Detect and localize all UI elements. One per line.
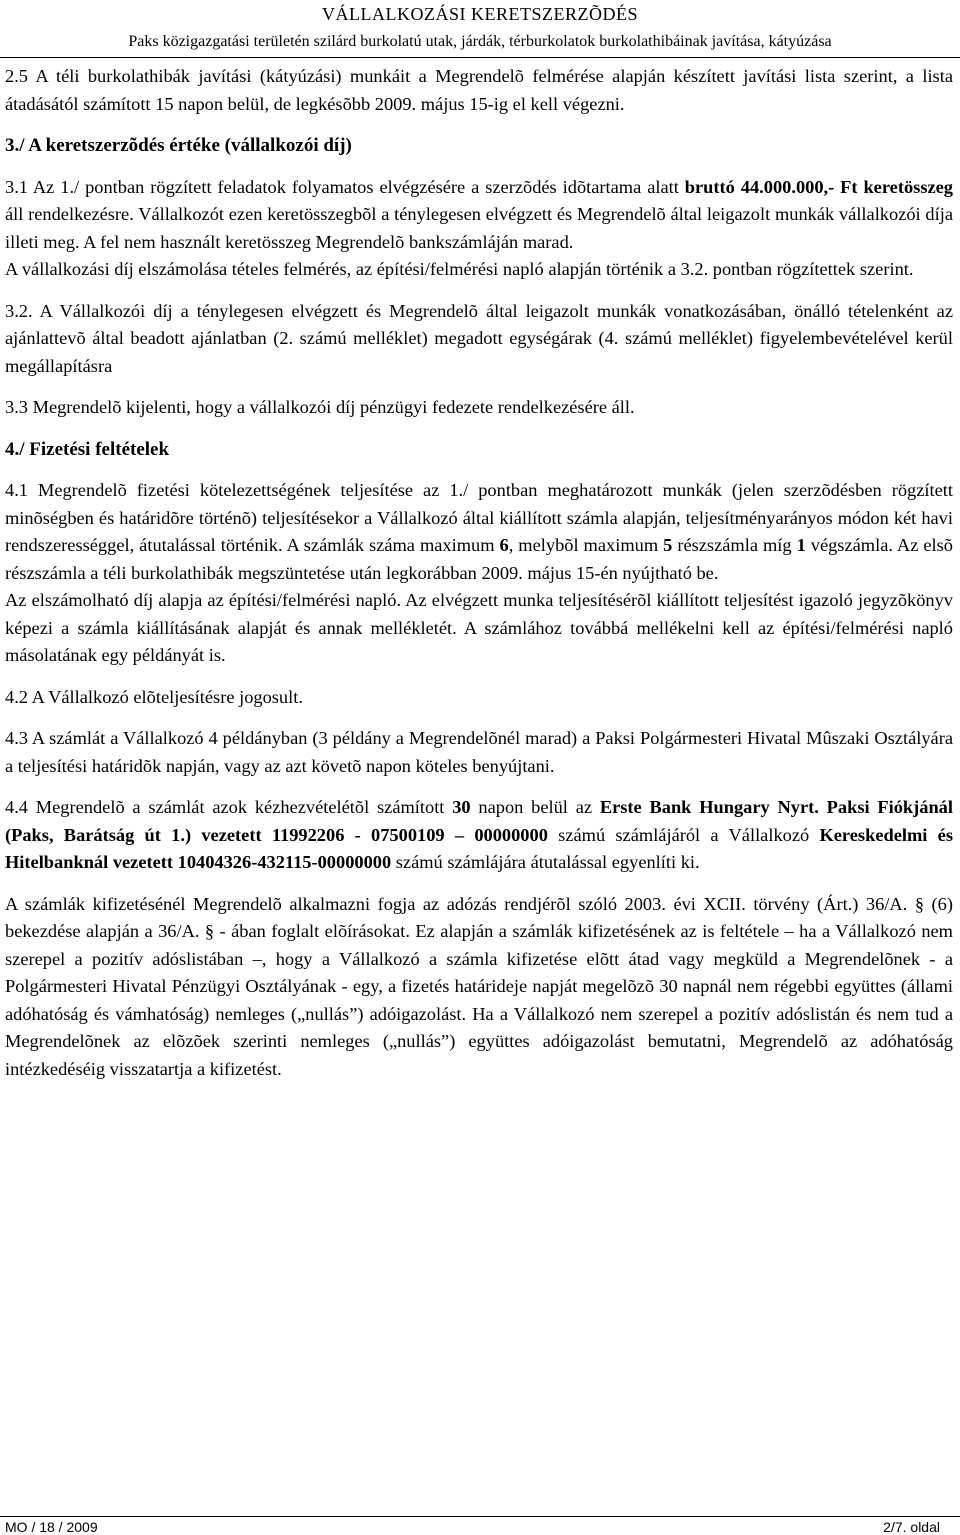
section-heading-4: 4./ Fizetési feltételek	[5, 438, 170, 460]
bank-account-2: Kereskedelmi és Hitelbanknál vezetett 10404326-432115-00000000	[5, 824, 953, 872]
paragraph-3-2: 3.2. A Vállalkozói díj a ténylegesen elvégzett és Megrendelõ által leigazolt munkák vonatkozásában, önálló tételenként az ajánlattevõ által beadott ajánlatban (2. számú melléklet) megadott egységárak (4. számú melléklet) figyelembevételével kerül megállapításra	[5, 300, 953, 376]
document-body	[5, 63, 953, 1083]
paragraph-4-1: 4.1 Megrendelõ fizetési kötelezettségének teljesítése az 1./ pontban meghatározott munkák (jelen szerzõdésben rögzített minõségben és határidõre történõ) teljesítésekor a Vállalkozó által kiállított számla alapján, teljesítményarányos módon két havi rendszerességgel, átutalással történik. A számlák száma maximum 6, melybõl maximum 5 részszámla míg 1 végszámla. Az elsõ részszámla a téli burkolathibák megszüntetése után legkorábban 2009. május 15-én nyújtható be.	[5, 480, 953, 583]
paragraph-3-1-cont: A vállalkozási díj elszámolása tételes felmérés, az építési/felmérési napló alapján történik a 3.2. pontban rögzítettek szerint.	[5, 259, 914, 279]
paragraph-2-5: 2.5 A téli burkolathibák javítási (kátyúzási) munkáit a Megrendelõ felmérése alapján készített javítási lista szerint, a lista átadásától számított 15 napon belül, de legkésõbb 2009. május 15-ig el kell végezni.	[5, 66, 953, 114]
paragraph-4-1-cont: Az elszámolható díj alapja az építési/felmérési napló. Az elvégzett munka teljesítésérõl kiállított teljesítést igazoló jegyzõkönyv képezi a számla kiállításának alapját és annak mellékletét. A számlához továbbá mellékelni kell az építési/felmérési napló másolatának egy példányát is.	[5, 590, 953, 665]
paragraph-4-5: A számlák kifizetésénél Megrendelõ alkalmazni fogja az adózás rendjérõl szóló 2003. évi XCII. törvény (Árt.) 36/A. § (6) bekezdése alapján a 36/A. § - ában foglalt elõírásokat. Ez alapján a számlák kifizetésének az is feltétele – ha a Vállalkozó nem szerepel a pozitív adóslistában –, hogy a Vállalkozó a számla kifizetése elõtt átad vagy megküld a Megrendelõnek - a Polgármesteri Hivatal Pénzügyi Osztályának - egy, a fizetés határideje napját megelõzõ 30 napnál nem régebbi együttes (állami adóhatóság és vámhatóság) nemleges („nullás”) adóigazolást. Ha a Vállalkozó nem szerepel a pozitív adóslistán és nem tud a Megrendelõnek az elõzõek szerinti nemleges („nullás”) együttes adóigazolást bemutatni, Megrendelõ az adóhatóság intézkedéséig visszatartja a kifizetést.	[5, 893, 953, 1079]
bold-amount: bruttó 44.000.000,- Ft keretösszeg	[684, 176, 953, 197]
paragraph-4-4: 4.4 Megrendelõ a számlát azok kézhezvételétõl számított 30 napon belül az Erste Bank Hungary Nyrt. Paksi Fiókjánál (Paks, Barátság út 1.) vezetett 11992206 - 07500109 – 00000000 számú számlájáról a Vállalkozó Kereskedelmi és Hitelbanknál vezetett 10404326-432115-00000000 számú számlájára átutalással egyenlíti ki.	[5, 797, 953, 872]
section-heading-3: 3./ A keretszerzõdés értéke (vállalkozói díj)	[5, 135, 352, 156]
header-divider	[0, 57, 960, 58]
paragraph-4-2: 4.2 A Vállalkozó elõteljesítésre jogosult.	[5, 686, 303, 707]
page-number: 2/7. oldal	[883, 1519, 940, 1535]
document-title: VÁLLALKOZÁSI KERETSZERZÕDÉS	[322, 4, 638, 24]
paragraph-3-3: 3.3 Megrendelõ kijelenti, hogy a vállalkozói díj pénzügyi fedezete rendelkezésére áll.	[5, 397, 635, 417]
footer-divider	[0, 1516, 960, 1517]
paragraph-4-3: 4.3 A számlát a Vállalkozó 4 példányban (3 példány a Megrendelõnél marad) a Paksi Polgármesteri Hivatal Mûszaki Osztályára a teljesítési határidõk napján, vagy az azt követõ napon köteles benyújtani.	[5, 728, 953, 776]
footer-reference: MO / 18 / 2009	[5, 1519, 98, 1535]
document-subtitle: Paks közigazgatási területén szilárd burkolatú utak, járdák, térburkolatok burkolathibáinak javítása, kátyúzása	[128, 33, 832, 50]
bank-account-1: Erste Bank Hungary Nyrt. Paksi Fiókjánál (Paks, Barátság út 1.) vezetett 11992206 - 07500109 – 00000000	[5, 797, 953, 845]
paragraph-3-1: 3.1 Az 1./ pontban rögzített feladatok folyamatos elvégzésére a szerzõdés idõtartama alatt bruttó 44.000.000,- Ft keretösszeg áll rendelkezésre. Vállalkozót ezen keretösszegbõl a ténylegesen elvégzett és Megrendelõ által leigazolt munkák vállalkozói díja illeti meg. A fel nem használt keretösszeg Megrendelõ bankszámláján marad.	[5, 176, 953, 252]
